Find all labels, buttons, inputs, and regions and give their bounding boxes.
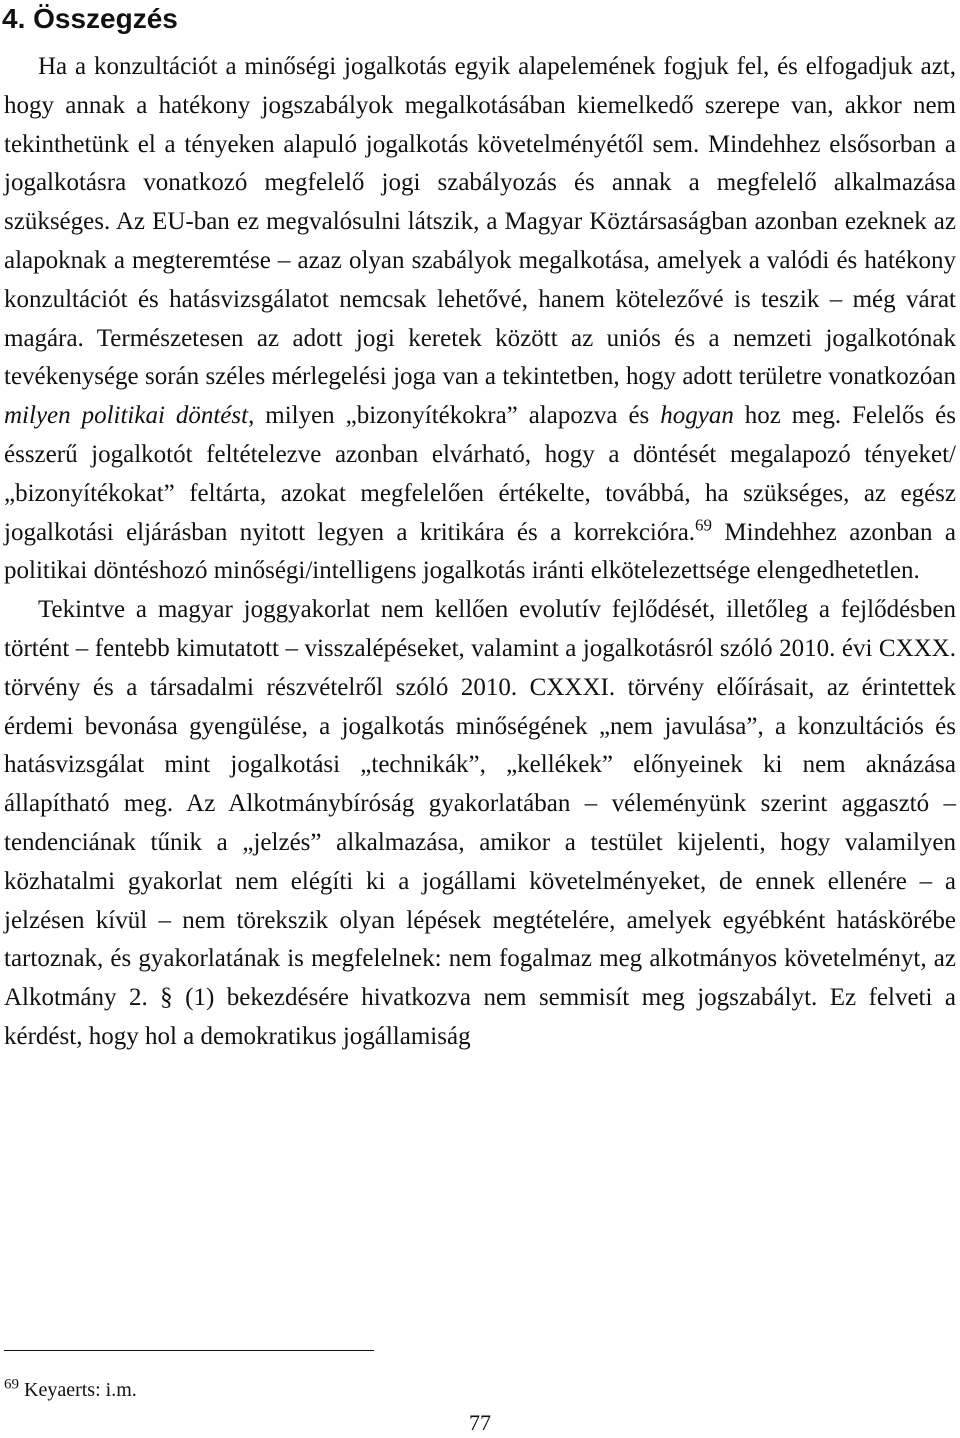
italic-phrase: hogyan	[660, 402, 734, 430]
paragraph-text: , milyen „bizonyítékokra” alapozva és	[248, 402, 661, 430]
section-heading: 4. Összegzés	[2, 3, 178, 34]
italic-phrase: milyen politikai döntést	[4, 402, 249, 430]
page-number: 77	[469, 1410, 491, 1435]
paragraph-conclusion	[4, 48, 956, 591]
paragraph-text: Mindehhez azonban a politikai döntéshozó minőségi/intelligens jogalkotás iránti elkötelezettsége elengedhetetlen.	[4, 518, 956, 585]
paragraph-text: Ha a konzultációt a minőségi jogalkotás egyik alapelemének fogjuk fel, és elfogadjuk azt, hogy annak a hatékony jogszabályok megalkotásában kiemelkedő szerepe van, akkor nem tekinthetünk el a tényeken alapuló jogalkotás követelményétől sem. Mindehhez elsősorban a jogalkotásra vonatkozó megfelelő jogi szabályozás és annak a megfelelő alkalmazása szükséges. Az EU-ban ez megvalósulni látszik, a Magyar Köztársaságban azonban ezeknek az alapoknak a megteremtése – azaz olyan szabályok megalkotása, amelyek a valódi és hatékony konzultációt és hatásvizsgálatot nemcsak lehetővé, hanem kötelezővé is teszik – még várat magára. Természetesen az adott jogi keretek között az uniós és a nemzeti jogalkotónak tevékenysége során széles mérlegelési joga van a tekintetben, hogy adott területre vonatkozóan	[4, 53, 956, 391]
paragraph-practice: Tekintve a magyar joggyakorlat nem kellően evolutív fejlődését, illetőleg a fejlődésben történt – fentebb kimutatott – visszalépéseket, valamint a jogalkotásról szóló 2010. évi CXXX. törvény és a társadalmi részvételről szóló 2010. CXXXI. törvény előírásait, az érintettek érdemi bevonása gyengülése, a jogalkotás minőségének „nem javulása”, a konzultációs és hatásvizsgálat mint jogalkotási „technikák”, „kellékek” előnyeinek ki nem aknázása állapítható meg. Az Alkotmánybíróság gyakorlatában – véleményünk szerint aggasztó – tendenciának tűnik a „jelzés” alkalmazása, amikor a testület kijelenti, hogy valamilyen közhatalmi gyakorlat nem elégíti ki a jogállami követelményeket, de ennek ellenére – a jelzésen kívül – nem törekszik olyan lépések megtételére, amelyek egyébként hatáskörébe tartoznak, és gyakorlatának is megfelelnek: nem fogalmaz meg alkotmányos követelményt, az Alkotmány 2. § (1) bekezdésére hivatkozva nem semmisít meg jogszabályt. Ez felveti a kérdést, hogy hol a demokratikus jogállamiság	[4, 596, 956, 1050]
footnote-number: 69	[4, 1376, 19, 1393]
footnote	[4, 1378, 137, 1402]
paragraph-text: hoz meg. Felelős és ésszerű jogalkotót feltételezve azonban elvárható, hogy a döntését megalapozó tényeket/„bizonyítékokat” feltárta, azokat megfelelően értékelte, továbbá, ha szükséges, az egész jogalkotási eljárásban nyitott legyen a kritikára és a korrekcióra.	[4, 402, 956, 546]
body-text	[4, 48, 956, 1057]
footnote-divider	[4, 1350, 374, 1351]
footnote-text: Keyaerts: i.m.	[19, 1379, 137, 1401]
footnote-reference[interactable]: 69	[695, 515, 713, 535]
